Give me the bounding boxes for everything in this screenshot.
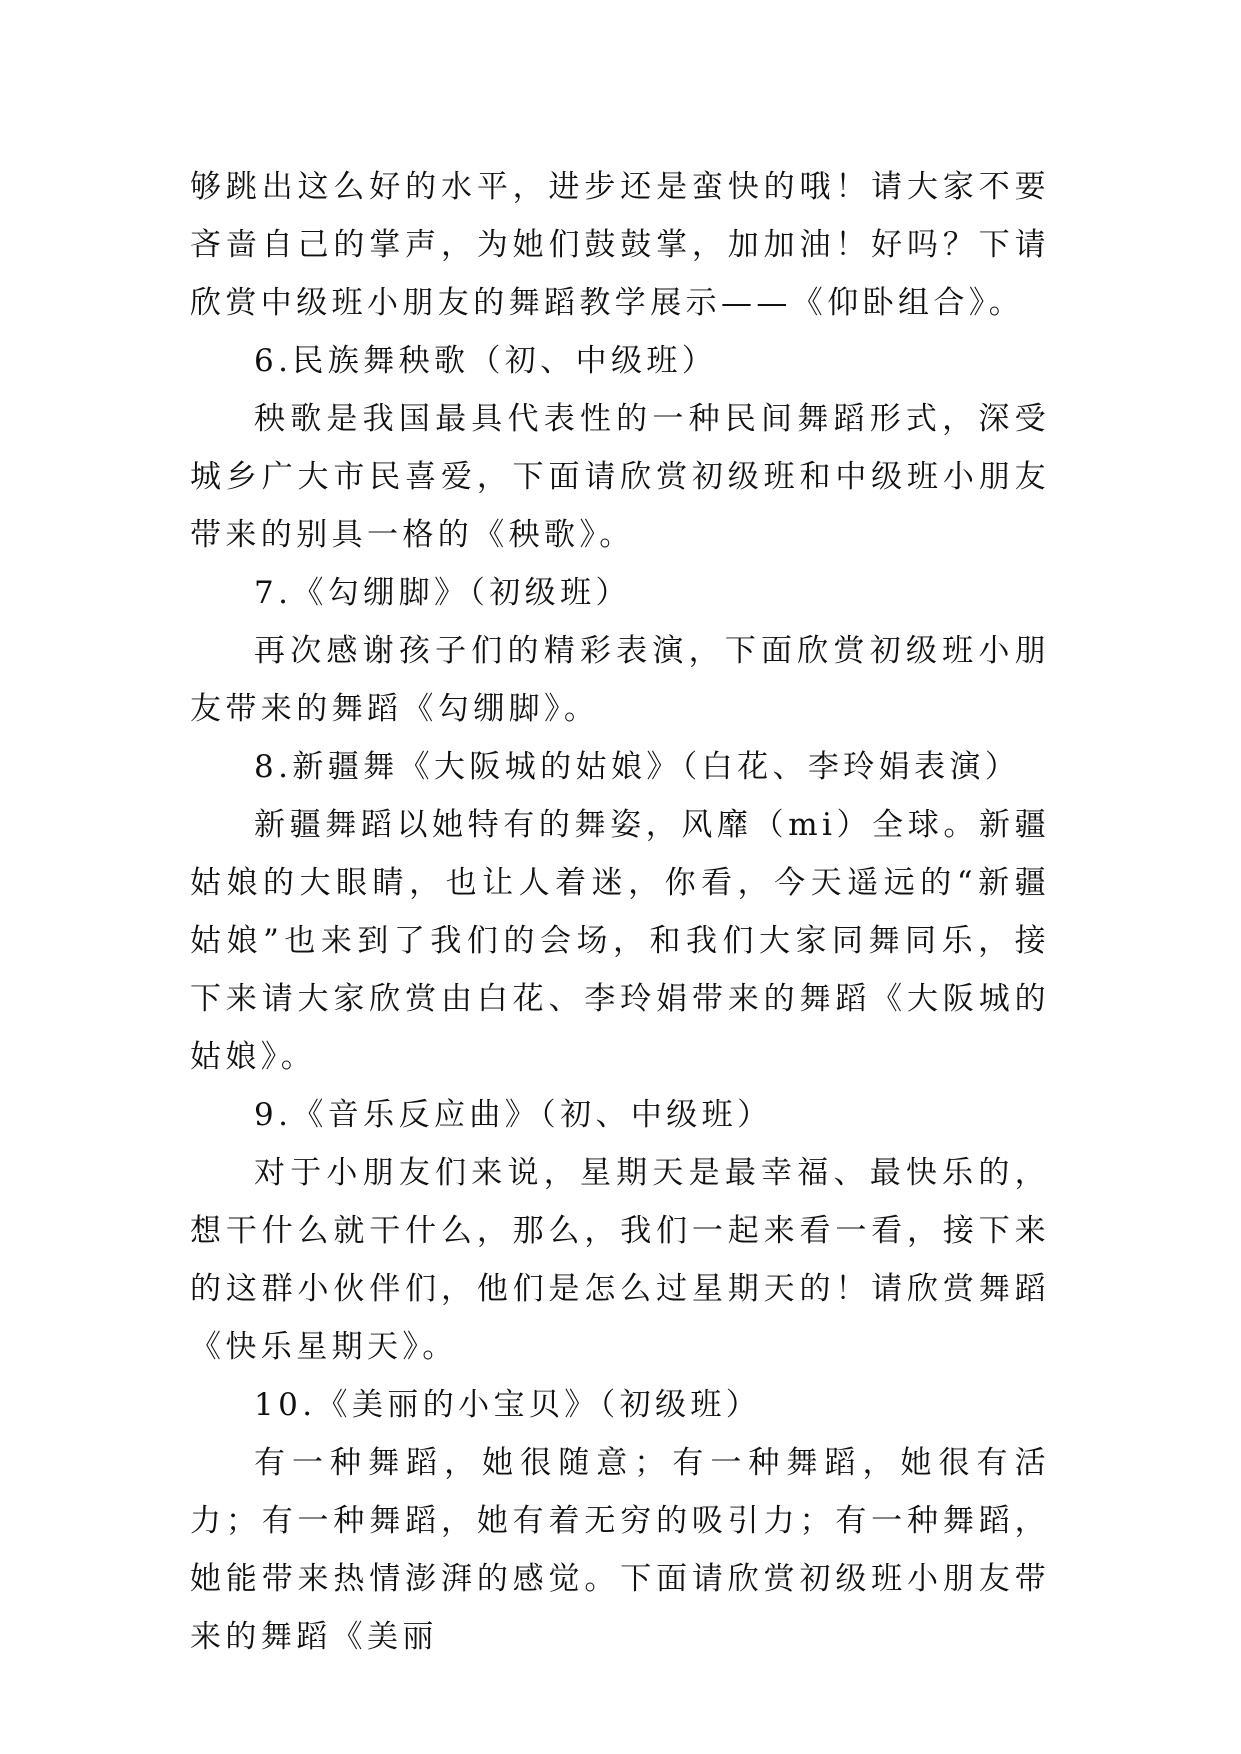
heading-item-10: 10.《美丽的小宝贝》（初级班）	[254, 1387, 762, 1423]
heading-item-7: 7.《勾绷脚》（初级班）	[254, 575, 631, 611]
paragraph-item-8: 新疆舞蹈以她特有的舞姿，风靡（mi）全球。新疆姑娘的大眼睛，也让人着迷，你看，今天遥远的“新疆姑娘”也来到了我们的会场，和我们大家同舞同乐，接下来请大家欣赏由白花、李玲娟带来的舞蹈《大阪城的姑娘》。	[190, 807, 1050, 1075]
heading-item-9: 9.《音乐反应曲》（初、中级班）	[254, 1097, 773, 1133]
paragraph-item-6: 秧歌是我国最具代表性的一种民间舞蹈形式，深受城乡广大市民喜爱，下面请欣赏初级班和中级班小朋友带来的别具一格的《秧歌》。	[190, 401, 1050, 553]
heading-item-8: 8.新疆舞《大阪城的姑娘》（白花、李玲娟表演）	[254, 749, 1021, 785]
paragraph-intro-continuation: 够跳出这么好的水平，进步还是蛮快的哦！请大家不要吝啬自己的掌声，为她们鼓鼓掌，加加油！好吗？下请欣赏中级班小朋友的舞蹈教学展示——《仰卧组合》。	[190, 169, 1050, 321]
paragraph-item-7: 再次感谢孩子们的精彩表演，下面欣赏初级班小朋友带来的舞蹈《勾绷脚》。	[190, 633, 1050, 727]
paragraph-item-10: 有一种舞蹈，她很随意；有一种舞蹈，她很有活力；有一种舞蹈，她有着无穷的吸引力；有一种舞蹈，她能带来热情澎湃的感觉。下面请欣赏初级班小朋友带来的舞蹈《美丽	[190, 1445, 1050, 1655]
heading-item-6: 6.民族舞秧歌（初、中级班）	[254, 343, 718, 379]
document-body	[190, 158, 1050, 1666]
paragraph-item-9: 对于小朋友们来说，星期天是最幸福、最快乐的，想干什么就干什么，那么，我们一起来看一看，接下来的这群小伙伴们，他们是怎么过星期天的！请欣赏舞蹈《快乐星期天》。	[190, 1155, 1050, 1365]
